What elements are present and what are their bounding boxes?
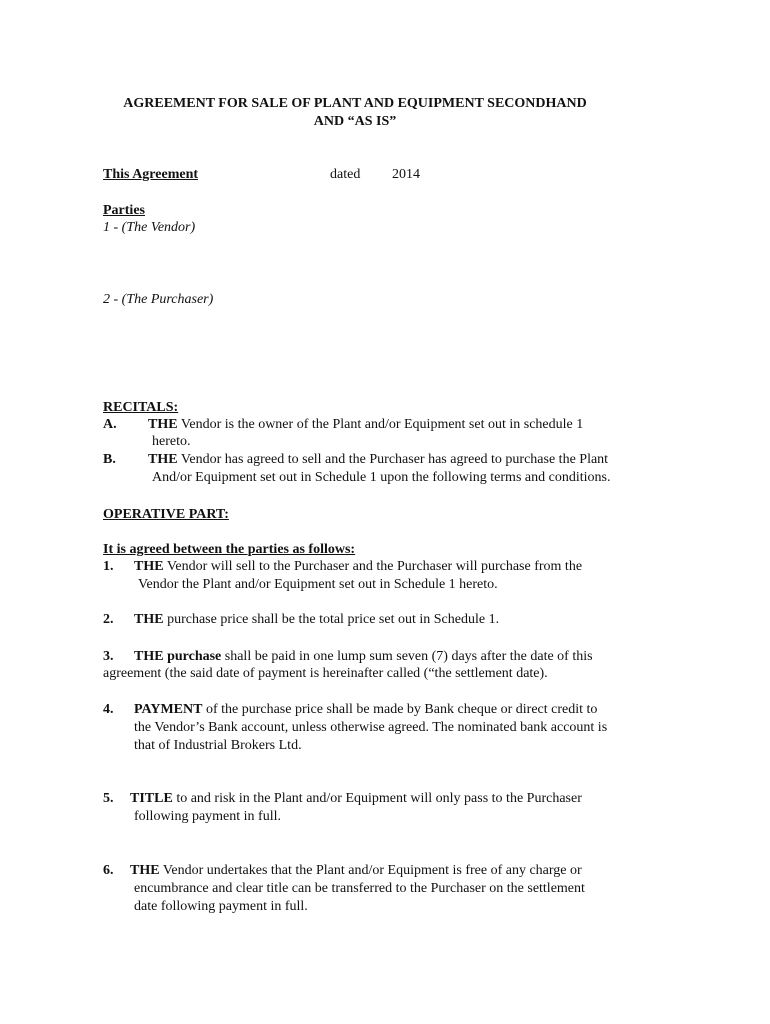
party-vendor: 1 - (The Vendor) [103,220,196,235]
document-title-line-1: AGREEMENT FOR SALE OF PLANT AND EQUIPMENT SECONDHAND [123,96,587,111]
recital-text-continued: hereto. [152,434,191,449]
clause-text-continued: encumbrance and clear title can be transferred to the Purchaser on the settlement [134,881,585,896]
clause-number: 2. [103,612,114,627]
operative-heading: OPERATIVE PART: [103,507,229,522]
recital-text: THE Vendor is the owner of the Plant and/or Equipment set out in schedule 1 [148,417,584,432]
clause-text-continued: the Vendor’s Bank account, unless otherwise agreed. The nominated bank account is [134,720,608,735]
document-title-line-2: AND “AS IS” [313,114,397,129]
clause-text-continued: date following payment in full. [134,899,308,914]
dated-label: dated [330,167,361,182]
clause-text-continued: following payment in full. [134,809,281,824]
clause-number: 1. [103,559,114,574]
clause-text: THE purchase price shall be the total price set out in Schedule 1. [134,612,500,627]
agreement-year: 2014 [392,167,420,182]
clause-number: 4. [103,702,114,717]
recital-text: THE Vendor has agreed to sell and the Purchaser has agreed to purchase the Plant [148,452,609,467]
operative-subheading: It is agreed between the parties as follows: [103,542,356,557]
clause-text: THE Vendor undertakes that the Plant and/or Equipment is free of any charge or [130,863,582,878]
clause-text: TITLE to and risk in the Plant and/or Equipment will only pass to the Purchaser [130,791,582,806]
clause-text: THE purchase shall be paid in one lump sum seven (7) days after the date of this [134,649,593,664]
parties-heading: Parties [103,203,145,218]
clause-text: PAYMENT of the purchase price shall be made by Bank cheque or direct credit to [134,702,598,717]
recital-letter: B. [103,452,116,467]
clause-number: 5. [103,791,114,806]
clause-number: 6. [103,863,114,878]
agreement-label: This Agreement [103,167,199,182]
recital-text-continued: And/or Equipment set out in Schedule 1 upon the following terms and conditions. [152,470,611,485]
clause-text: THE Vendor will sell to the Purchaser and the Purchaser will purchase from the [134,559,583,574]
clause-number: 3. [103,649,114,664]
recital-letter: A. [103,417,117,432]
clause-text-continued: Vendor the Plant and/or Equipment set out in Schedule 1 hereto. [138,577,498,592]
clause-text-continued: that of Industrial Brokers Ltd. [134,738,302,753]
clause-text-continued: agreement (the said date of payment is hereinafter called (“the settlement date). [103,666,548,681]
recitals-heading: RECITALS: [103,400,179,415]
party-purchaser: 2 - (The Purchaser) [103,292,214,307]
